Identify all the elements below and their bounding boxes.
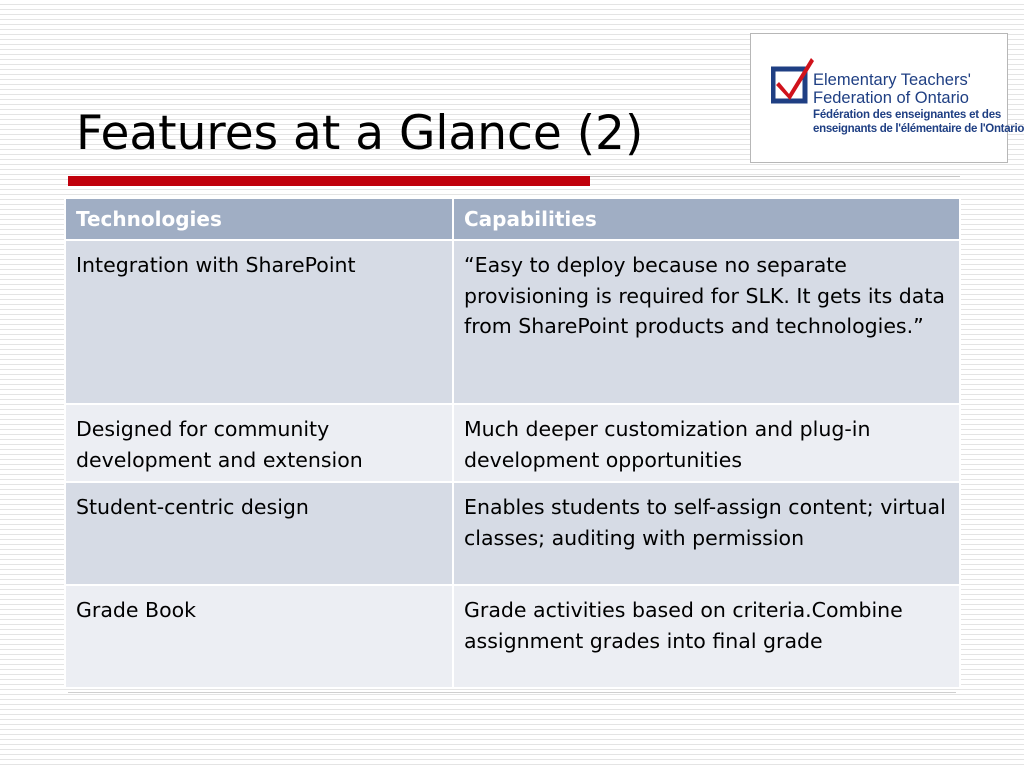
table-row (65, 404, 960, 482)
logo-wordmark (813, 72, 1024, 135)
bottom-divider (68, 692, 956, 693)
technology-cell: Designed for community development and extension (65, 404, 453, 482)
capability-cell: Grade activities based on criteria.Combine assignment grades into final grade (453, 585, 960, 688)
title-underline-accent (68, 176, 590, 186)
logo-name-fr-line1: Fédération des enseignantes et des (813, 109, 1002, 121)
technology-cell: Student-centric design (65, 482, 453, 585)
technology-cell: Integration with SharePoint (65, 240, 453, 404)
slide-title: Features at a Glance (2) (76, 106, 644, 161)
capability-cell: Much deeper customization and plug-in development opportunities (453, 404, 960, 482)
logo-name-fr-line2: enseignants de l'élémentaire de l'Ontario (813, 122, 1024, 135)
checkmark-box-icon (771, 56, 815, 104)
table-row (65, 585, 960, 688)
column-header-capabilities: Capabilities (453, 198, 960, 240)
column-header-technologies: Technologies (65, 198, 453, 240)
features-table-container (64, 197, 959, 689)
table-header-row (65, 198, 960, 240)
table-row (65, 482, 960, 585)
logo-name-en-line2: Federation of Ontario (813, 88, 969, 107)
technology-cell: Grade Book (65, 585, 453, 688)
etfo-logo (750, 33, 1024, 163)
features-table (64, 197, 961, 689)
table-row (65, 240, 960, 404)
logo-name-en-line1: Elementary Teachers' (813, 71, 971, 89)
capability-cell: Enables students to self-assign content; virtual classes; auditing with permission (453, 482, 960, 585)
title-underline-rule (590, 176, 960, 177)
capability-cell: “Easy to deploy because no separate provisioning is required for SLK. It gets its data from SharePoint products and technologies.” (453, 240, 960, 404)
